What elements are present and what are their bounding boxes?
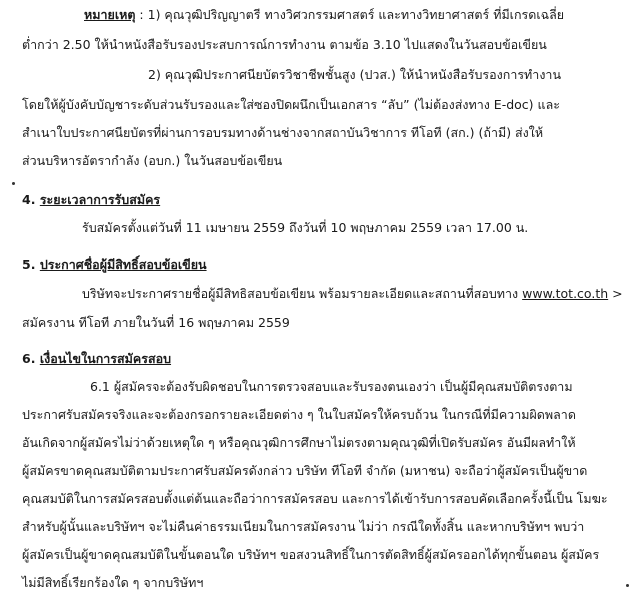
section6-line-6: สำหรับผู้นั้นและบริษัทฯ จะไม่คืนค่าธรรมเนียมในการสมัครงาน ไม่ว่า กรณีใดทั้งสิ้น และหากบริษัทฯ พบว่า — [22, 519, 585, 534]
tot-website-link[interactable]: www.tot.co.th — [522, 286, 609, 301]
note-item2-line1: 2) คุณวุฒิประกาศนียบัตรวิชาชีพชั้นสูง (ปวส.) ให้นำหนังสือรับรองการทำงาน — [148, 67, 561, 82]
scan-speck — [12, 182, 15, 185]
section6-line-7: ผู้สมัครเป็นผู้ขาดคุณสมบัติในขั้นตอนใด บริษัทฯ ขอสงวนสิทธิ์ในการตัดสิทธิ์ผู้สมัครออกได้ทุกขั้นตอน ผู้สมัคร — [22, 547, 600, 562]
section6-line-2: ประกาศรับสมัครจริงและจะต้องกรอกรายละเอียดต่าง ๆ ในใบสมัครให้ครบถ้วน ในกรณีที่มีความผิดพลาด — [22, 407, 576, 422]
note-item2-line3: สำเนาใบประกาศนียบัตรที่ผ่านการอบรมทางด้านช่างจากสถาบันวิชาการ ทีโอที (สก.) (ถ้ามี) ส่งให้ — [22, 125, 544, 140]
note-item1-line2: ต่ำกว่า 2.50 ให้นำหนังสือรับรองประสบการณ์การทำงาน ตามข้อ 3.10 ไปแสดงในวันสอบข้อเขียน — [22, 37, 547, 52]
section4-title: ระยะเวลาการรับสมัคร — [39, 192, 161, 207]
note-item2-line4: ส่วนบริหารอัตรากำลัง (อบก.) ในวันสอบข้อเขียน — [22, 153, 283, 168]
section6-heading — [22, 350, 171, 368]
section5-body-arrow: > — [608, 286, 623, 301]
note-item2-line2: โดยให้ผู้บังคับบัญชาระดับส่วนรับรองและใส่ซองปิดผนึกเป็นเอกสาร “ลับ” (ไม่ต้องส่งทาง E-doc) และ — [22, 97, 560, 112]
section5-number: 5. — [22, 257, 36, 272]
section6-line-1: 6.1 ผู้สมัครจะต้องรับผิดชอบในการตรวจสอบและรับรองตนเองว่า เป็นผู้มีคุณสมบัติตรงตาม — [90, 379, 573, 394]
section4-number: 4. — [22, 192, 36, 207]
section5-body-line1 — [82, 285, 623, 303]
section5-title: ประกาศชื่อผู้มีสิทธิ์สอบข้อเขียน — [39, 257, 207, 272]
section5-body-text: บริษัทจะประกาศรายชื่อผู้มีสิทธิสอบข้อเขียน พร้อมรายละเอียดและสถานที่สอบทาง — [82, 286, 523, 301]
section6-title: เงื่อนไขในการสมัครสอบ — [39, 351, 172, 366]
note-item1-text: : 1) คุณวุฒิปริญญาตรี ทางวิศวกรรมศาสตร์ และทางวิทยาศาสตร์ ที่มีเกรดเฉลี่ย — [135, 7, 565, 22]
note-item1-line1 — [84, 6, 564, 24]
section6-number: 6. — [22, 351, 36, 366]
section6-line-8: ไม่มีสิทธิ์เรียกร้องใด ๆ จากบริษัทฯ — [22, 575, 204, 590]
section4-heading — [22, 191, 160, 209]
section6-line-3: อันเกิดจากผู้สมัครไม่ว่าด้วยเหตุใด ๆ หรือคุณวุฒิการศึกษาไม่ตรงตามคุณวุฒิที่เปิดรับสมัคร อันมีผลทำให้ — [22, 435, 576, 450]
section5-heading — [22, 256, 207, 274]
section6-line-5: คุณสมบัติในการสมัครสอบตั้งแต่ต้นและถือว่าการสมัครสอบ และการได้เข้ารับการสอบคัดเลือกครั้งนี้เป็น โมฆะ — [22, 491, 608, 506]
section6-line-4: ผู้สมัครขาดคุณสมบัติตามประกาศรับสมัครดังกล่าว บริษัท ทีโอที จำกัด (มหาชน) จะถือว่าผู้สมัครเป็นผู้ขาด — [22, 463, 588, 478]
scan-speck — [626, 584, 629, 587]
section4-body: รับสมัครตั้งแต่วันที่ 11 เมษายน 2559 ถึงวันที่ 10 พฤษภาคม 2559 เวลา 17.00 น. — [82, 220, 529, 235]
section5-body-line2: สมัครงาน ทีโอที ภายในวันที่ 16 พฤษภาคม 2559 — [22, 315, 290, 330]
note-label: หมายเหตุ — [84, 7, 136, 22]
